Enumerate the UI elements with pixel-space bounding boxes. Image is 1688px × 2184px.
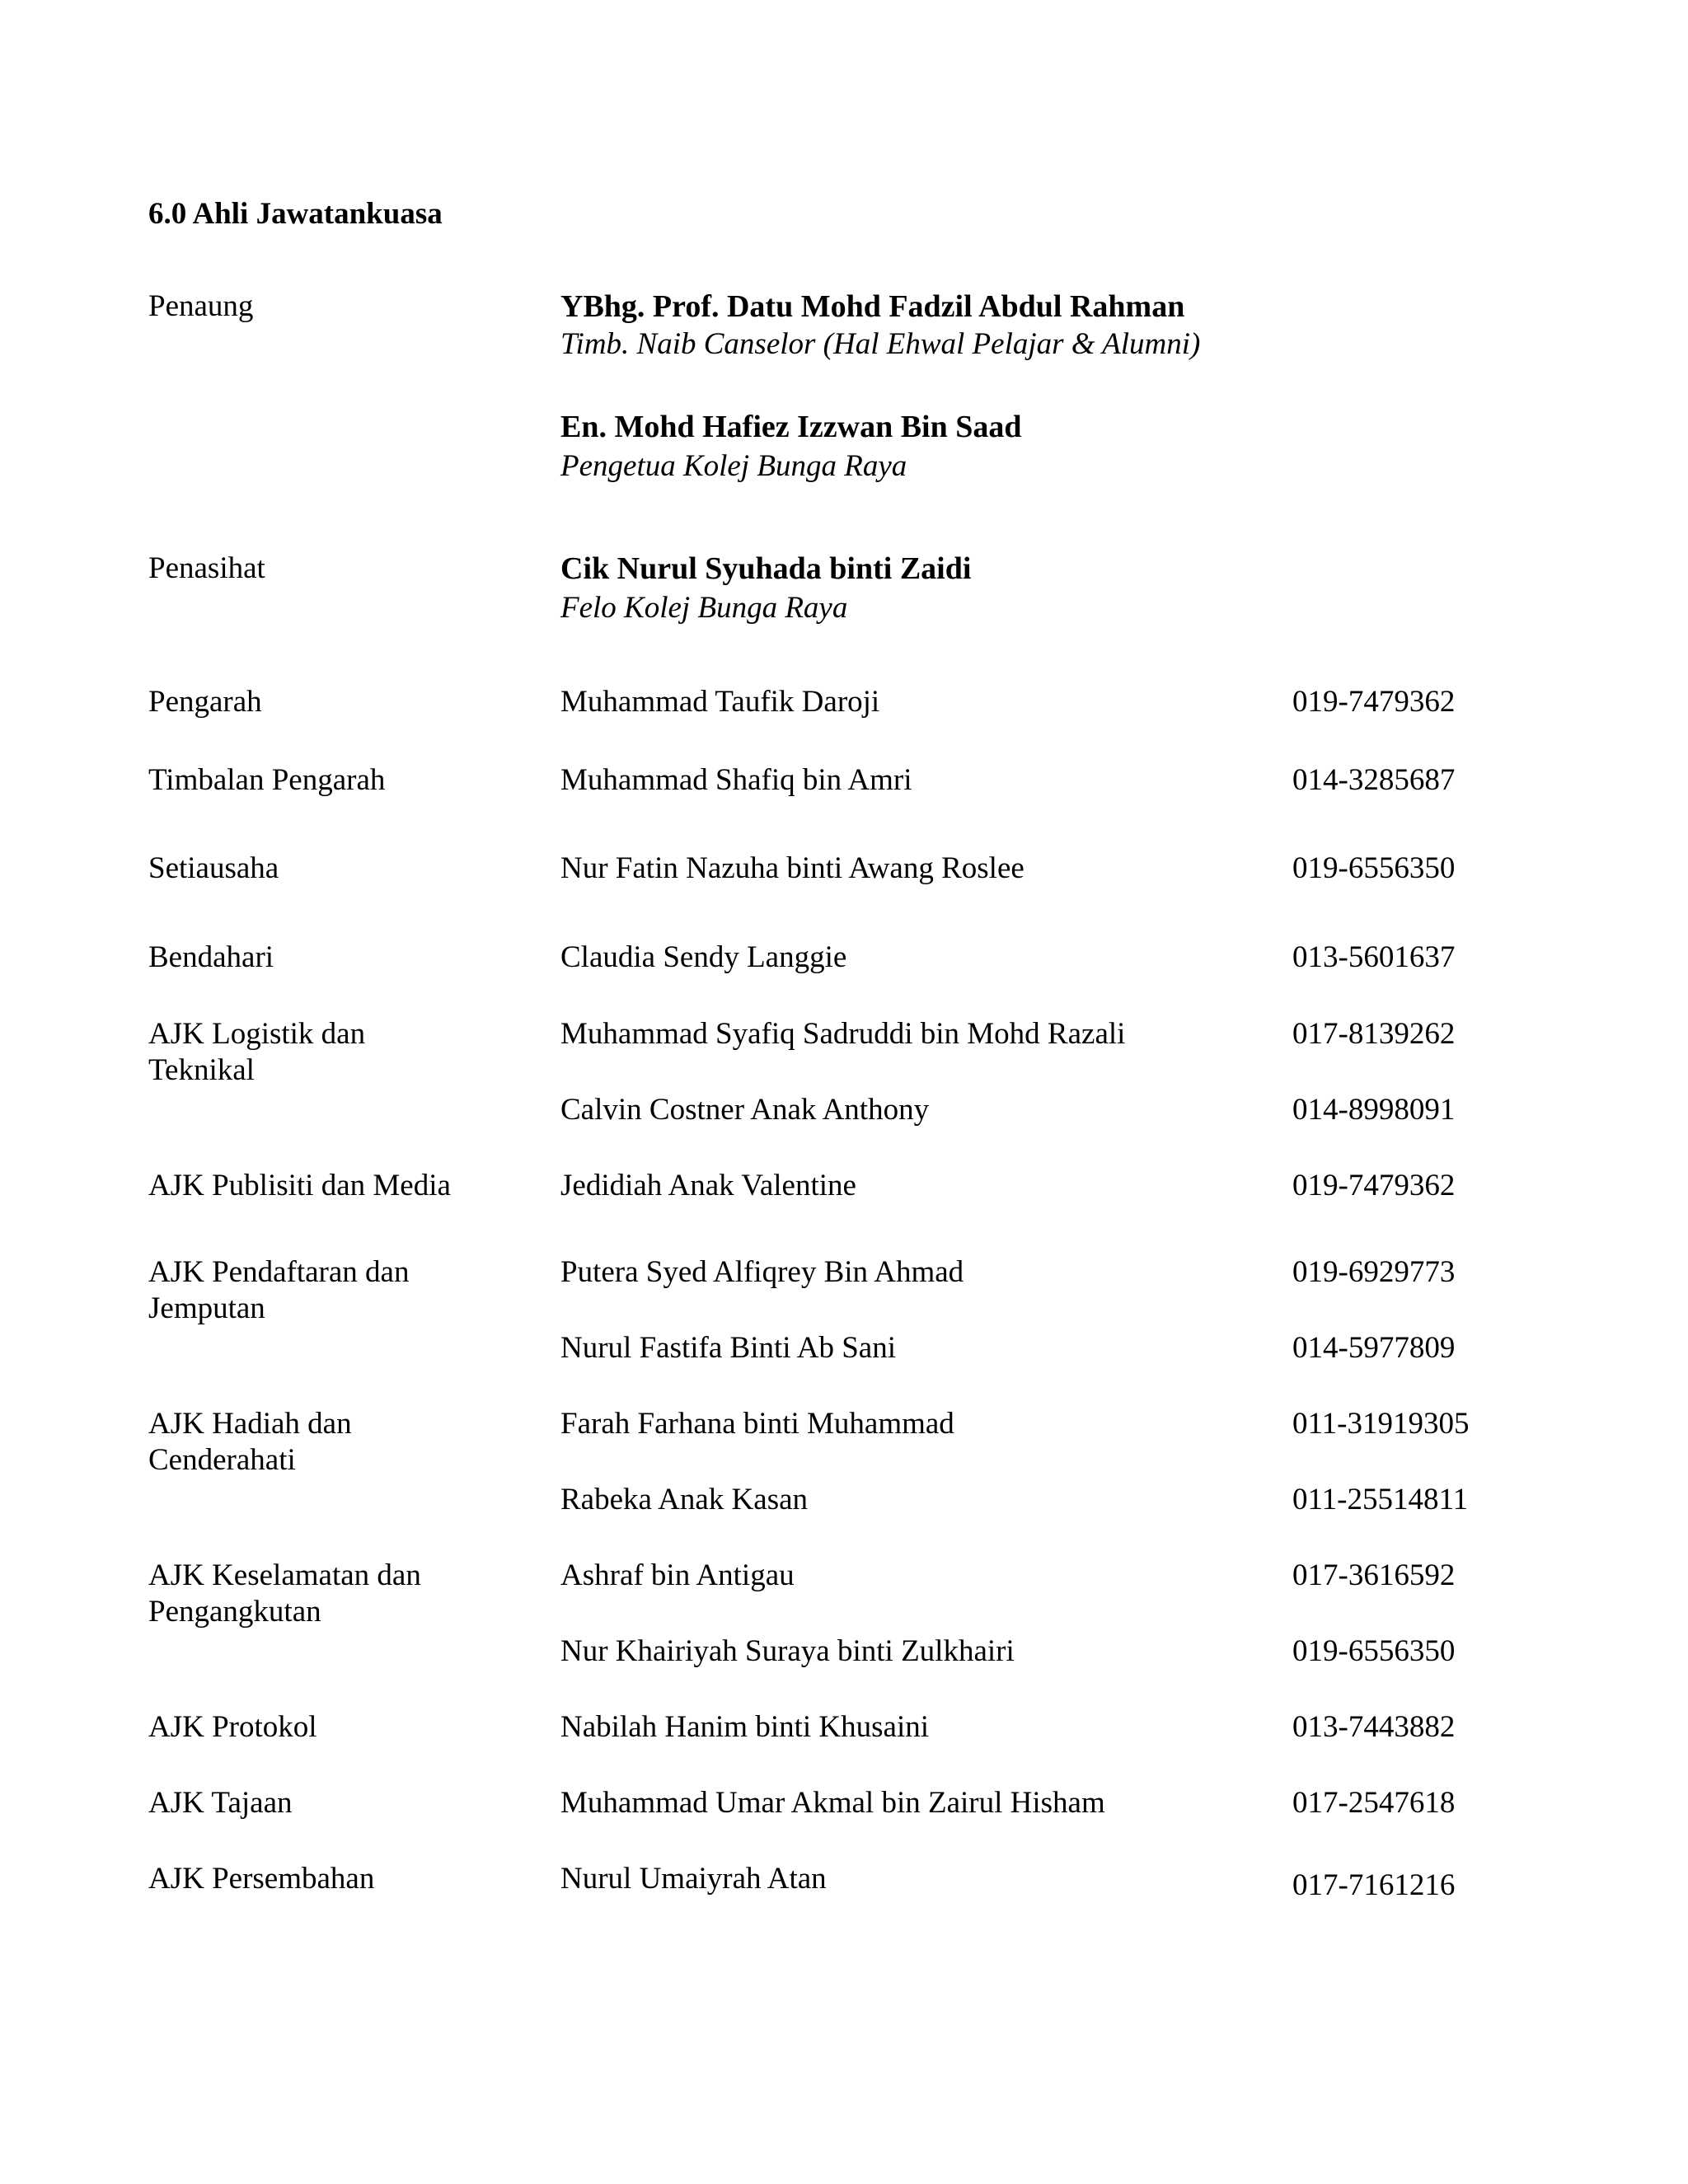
member-phone: 011-31919305: [1292, 1407, 1470, 1441]
role-label-penaung: Penaung: [148, 289, 254, 323]
role-label: Setiausaha: [148, 851, 279, 885]
member-phone: 017-3616592: [1292, 1558, 1456, 1592]
member-name: Jedidiah Anak Valentine: [560, 1169, 856, 1202]
member-phone: 014-8998091: [1292, 1093, 1456, 1127]
member-phone: 013-5601637: [1292, 940, 1456, 974]
role-label-penasihat: Penasihat: [148, 551, 265, 585]
patron-title-1: Timb. Naib Canselor (Hal Ehwal Pelajar & Alumni): [560, 327, 1201, 361]
member-name: Muhammad Shafiq bin Amri: [560, 763, 912, 797]
member-name: Nur Fatin Nazuha binti Awang Roslee: [560, 851, 1025, 885]
role-label: Timbalan Pengarah: [148, 763, 386, 797]
member-name: Ashraf bin Antigau: [560, 1558, 795, 1592]
role-label: AJK Hadiah dan: [148, 1407, 352, 1441]
member-phone: 019-6929773: [1292, 1255, 1456, 1289]
member-phone: 019-7479362: [1292, 1169, 1456, 1202]
role-label: AJK Publisiti dan Media: [148, 1169, 451, 1202]
patron-name-2: En. Mohd Hafiez Izzwan Bin Saad: [560, 410, 1022, 444]
patron-name-1: YBhg. Prof. Datu Mohd Fadzil Abdul Rahman: [560, 289, 1185, 324]
member-name: Muhammad Syafiq Sadruddi bin Mohd Razali: [560, 1017, 1126, 1051]
member-name: Muhammad Taufik Daroji: [560, 685, 880, 719]
member-name: Nur Khairiyah Suraya binti Zulkhairi: [560, 1634, 1015, 1668]
role-label: AJK Logistik dan: [148, 1017, 366, 1051]
member-name: Calvin Costner Anak Anthony: [560, 1093, 930, 1127]
role-label: Cenderahati: [148, 1443, 296, 1477]
advisor-title: Felo Kolej Bunga Raya: [560, 591, 848, 625]
member-phone: 014-3285687: [1292, 763, 1456, 797]
member-name: Putera Syed Alfiqrey Bin Ahmad: [560, 1255, 964, 1289]
role-label: Pengangkutan: [148, 1595, 321, 1629]
role-label: AJK Protokol: [148, 1710, 317, 1744]
member-phone: 019-7479362: [1292, 685, 1456, 719]
member-name: Farah Farhana binti Muhammad: [560, 1407, 954, 1441]
member-name: Claudia Sendy Langgie: [560, 940, 847, 974]
patron-title-2: Pengetua Kolej Bunga Raya: [560, 449, 907, 483]
role-label: Teknikal: [148, 1053, 255, 1087]
member-name: Nurul Fastifa Binti Ab Sani: [560, 1331, 896, 1365]
member-phone: 019-6556350: [1292, 851, 1456, 885]
member-name: Nabilah Hanim binti Khusaini: [560, 1710, 930, 1744]
role-label: AJK Pendaftaran dan: [148, 1255, 410, 1289]
member-name: Nurul Umaiyrah Atan: [560, 1862, 827, 1896]
member-phone: 014-5977809: [1292, 1331, 1456, 1365]
role-label: Pengarah: [148, 685, 262, 719]
role-label: Jemputan: [148, 1291, 265, 1325]
member-phone: 017-7161216: [1292, 1868, 1456, 1902]
role-label: AJK Persembahan: [148, 1862, 375, 1896]
member-phone: 011-25514811: [1292, 1483, 1469, 1516]
member-name: Muhammad Umar Akmal bin Zairul Hisham: [560, 1786, 1105, 1820]
member-phone: 013-7443882: [1292, 1710, 1456, 1744]
advisor-name: Cik Nurul Syuhada binti Zaidi: [560, 551, 972, 586]
role-label: AJK Keselamatan dan: [148, 1558, 421, 1592]
role-label: Bendahari: [148, 940, 274, 974]
member-name: Rabeka Anak Kasan: [560, 1483, 809, 1516]
role-label: AJK Tajaan: [148, 1786, 293, 1820]
member-phone: 017-8139262: [1292, 1017, 1456, 1051]
member-phone: 017-2547618: [1292, 1786, 1456, 1820]
member-phone: 019-6556350: [1292, 1634, 1456, 1668]
section-heading: 6.0 Ahli Jawatankuasa: [148, 197, 443, 231]
